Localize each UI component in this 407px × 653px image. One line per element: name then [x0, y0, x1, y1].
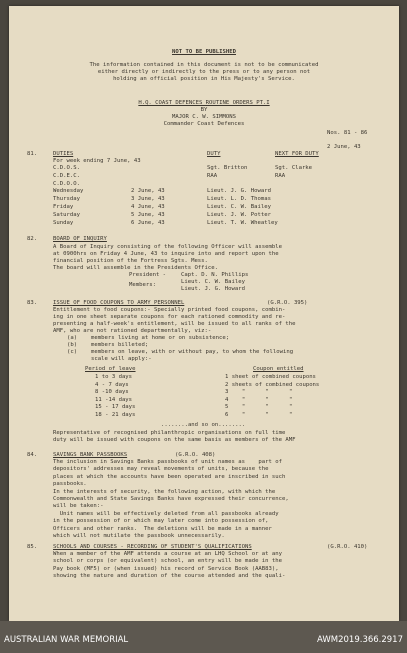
scale-coupon: 5 " " "	[225, 404, 293, 411]
scale-period: 1 to 3 days	[95, 374, 133, 380]
duty-row-label: C.D.O.S.	[53, 165, 80, 171]
scale-period: 8 -10 days	[95, 389, 129, 396]
members-label: Members:	[129, 282, 156, 288]
scale-period: 4 - 7 days	[95, 381, 129, 388]
scale-coupon: 1 sheet of combined coupons	[225, 374, 316, 380]
body-line: Officers and other ranks. The deletions will be made in a manner	[53, 525, 272, 532]
duty-row-label: C.D.O.O.	[53, 180, 80, 187]
body-line: school or corps (or equivalent) school, an entry will be made in the	[53, 558, 283, 565]
body-line: showing the nature and duration of the course attended and the quali-	[53, 573, 286, 580]
item-text: scale will apply:-	[91, 356, 152, 362]
body-line: will be taken:-	[53, 503, 104, 510]
section-number: 83.	[27, 300, 38, 306]
body-line: AMF, who are not rationed departmentally, viz:-	[53, 328, 212, 334]
duty-row-officer: Lieut. T. W. Wheatley	[207, 219, 278, 226]
orders-title: H.Q. COAST DEFENCES ROUTINE ORDERS PT.I	[138, 100, 270, 106]
duty-row-date: 3 June, 43	[131, 196, 165, 203]
body-line: duty will be issued with coupons on the same basis as members of the AMF	[53, 437, 296, 443]
section-title: SCHOOLS AND COURSES - RECORDING OF STUDENT'S QUALIFICATIONS	[53, 544, 252, 550]
duty-row-officer: Lieut. J. G. Howard	[207, 188, 271, 195]
body-line: The board will assemble in the Presidents Office.	[53, 265, 219, 271]
body-line: at 0900hrs on Friday 4 June, 43 to inquire into and report upon the	[53, 251, 279, 257]
section-reference: (G.R.O. 408)	[175, 452, 216, 458]
body-line: which will not mutilate the passbook unnecessarily.	[53, 533, 225, 539]
document-page	[9, 6, 399, 621]
duty-row-date: 2 June, 43	[131, 188, 165, 195]
body-line: ing in one sheet separate coupons for each rationed commodity and re-	[53, 314, 286, 320]
item-mark: (a)	[67, 335, 78, 341]
duty-row-next: RAA	[275, 172, 286, 179]
scale-period: 18 - 21 days	[95, 412, 136, 418]
duty-row-officer: Sgt. Britton	[207, 165, 248, 171]
body-line: places at which the accounts have been operated are inscribed in such	[53, 473, 286, 480]
footer-bar	[0, 621, 407, 653]
notice-line-2: either directly or indirectly to the press or to any person not	[97, 69, 311, 75]
president-label: President -	[129, 272, 167, 278]
section-number: 85.	[27, 544, 38, 550]
item-text: members living at home or on subsistence;	[91, 335, 230, 341]
scale-coupon: 6 " " "	[225, 412, 293, 418]
orders-by: BY	[200, 107, 208, 113]
body-line: depositors' addresses may reveal movements of units, because the	[53, 466, 269, 473]
body-line: Commonwealth and State Savings Banks have expressed their concurrence,	[53, 496, 289, 502]
duty-row-date: 6 June, 43	[131, 219, 165, 226]
member-name: Lieut. C. W. Bailey	[181, 279, 245, 285]
column-header-period: Period of leave	[85, 366, 136, 372]
body-line: The inclusion in Savings Banks passbooks of unit names as part of	[53, 459, 283, 465]
president-name: Capt. D. N. Phillips	[181, 272, 249, 278]
week-ending: For week ending 7 June, 43	[53, 158, 141, 164]
scale-coupon: 2 sheets of combined coupons	[225, 381, 320, 388]
duty-row-officer: Lieut. C. W. Bailey	[207, 204, 271, 210]
section-reference: (G.R.O. 410)	[327, 544, 368, 550]
body-line: In the interests of security, the following action, with which the	[53, 488, 276, 495]
body-line: A Board of Inquiry consisting of the following Officer will assemble	[53, 244, 283, 250]
section-number: 84.	[27, 452, 38, 458]
body-line: in the possession of or which may later come into possession of,	[53, 518, 269, 525]
section-number: 82.	[27, 236, 38, 242]
duty-row-label: Saturday	[53, 211, 80, 218]
classification-title: NOT TO BE PUBLISHED	[172, 49, 236, 55]
section-title: DUTIES	[53, 151, 74, 157]
body-line: Unit names will be effectively deleted from all passbooks already	[53, 510, 279, 517]
body-line: passbooks.	[53, 481, 87, 488]
footer-source: AUSTRALIAN WAR MEMORIAL	[4, 635, 129, 645]
item-text: members on leave, with or without pay, to whom the following	[91, 349, 294, 355]
scale-period: 15 - 17 days	[95, 404, 136, 411]
duty-row-date: 4 June, 43	[131, 204, 165, 210]
duty-row-next: Sgt. Clarke	[275, 165, 313, 171]
orders-author: MAJOR C. W. SIMMONS	[172, 114, 236, 120]
column-header-next-for-duty: NEXT FOR DUTY	[275, 151, 319, 157]
orders-author-title: Commander Coast Defences	[163, 121, 245, 127]
duty-row-label: C.D.E.C.	[53, 172, 80, 179]
scale-coupon: 4 " " "	[225, 396, 293, 403]
body-line: When a member of the AMF attends a course at an LHQ School or at any	[53, 551, 283, 557]
section-title: BOARD OF INQUIRY	[53, 236, 107, 242]
member-name: Lieut. J. G. Howard	[181, 286, 245, 292]
section-title: SAVINGS BANK PASSBOOKS	[53, 452, 128, 458]
item-mark: (c)	[67, 349, 78, 355]
scale-period: 11 -14 days	[95, 396, 133, 403]
duty-row-date: 5 June, 43	[131, 211, 165, 218]
body-line: Representative of recognised philanthropic organisations on full time	[53, 430, 286, 436]
body-line: financial position of the Fortress Sgts. Mess.	[53, 258, 208, 264]
order-numbers: Nos. 81 - 86	[327, 130, 368, 136]
duty-row-label: Wednesday	[53, 188, 84, 195]
section-number: 81.	[27, 151, 38, 157]
body-line: Entitlement to food coupons:- Specially printed food coupons, combin-	[53, 307, 286, 313]
notice-line-1: The information contained in this document is not to be communicated	[89, 62, 319, 68]
body-line: Pay book (MF5) or (when issued) his record of Service Book (AAB83),	[53, 565, 279, 572]
duty-row-officer: Lieut. L. D. Thomas	[207, 196, 271, 203]
and-so-on: ........and so on........	[161, 422, 246, 428]
duty-row-label: Thursday	[53, 196, 80, 203]
body-line: presenting a half-week's entitlement, will be issued to all ranks of the	[53, 321, 296, 327]
duty-row-officer: RAA	[207, 172, 218, 179]
footer-accession-number: AWM2019.366.2917	[317, 635, 403, 645]
duty-row-label: Friday	[53, 204, 74, 210]
item-text: members billeted;	[91, 342, 149, 348]
order-date: 2 June, 43	[327, 144, 361, 150]
duty-row-label: Sunday	[53, 219, 74, 226]
item-mark: (b)	[67, 342, 78, 348]
scale-coupon: 3 " " "	[225, 389, 293, 396]
column-header-duty: DUTY	[207, 151, 221, 157]
notice-line-3: holding an official position in His Majesty's Service.	[113, 76, 295, 82]
section-title: ISSUE OF FOOD COUPONS TO ARMY PERSONNEL	[53, 300, 185, 306]
column-header-coupon: Coupon entitled	[253, 366, 304, 372]
duty-row-officer: Lieut. J. W. Potter	[207, 211, 271, 218]
section-reference: (G.R.O. 395)	[267, 300, 308, 306]
